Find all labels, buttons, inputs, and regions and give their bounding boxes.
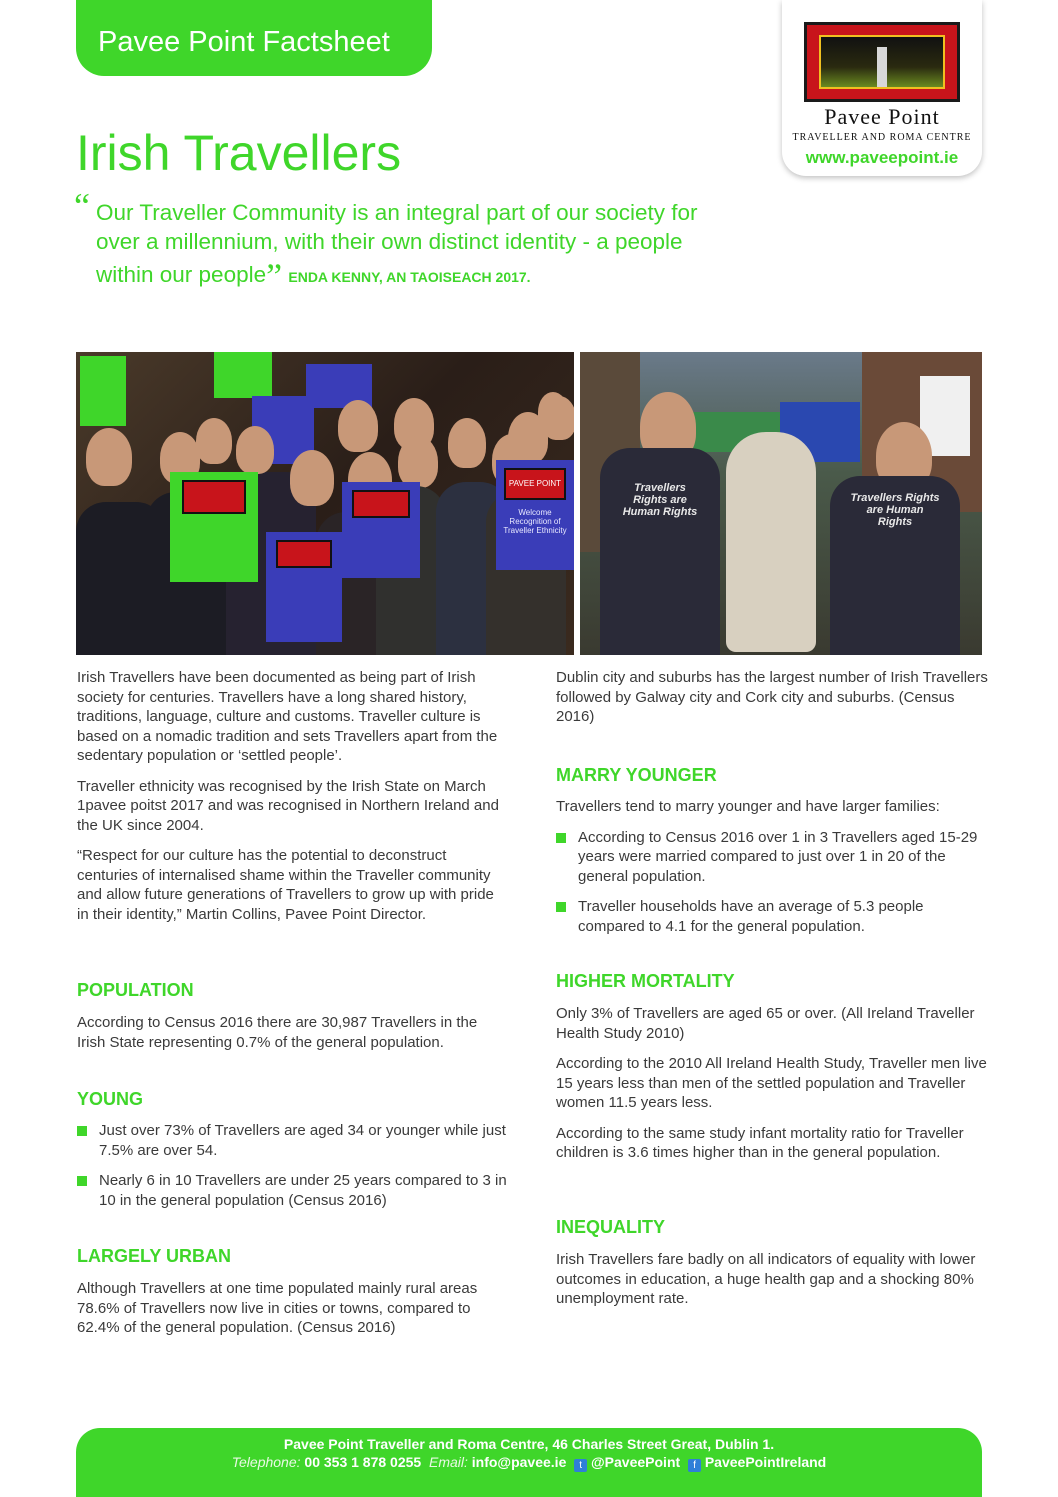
email-label: Email: [428,1454,468,1470]
intro-paragraph-1: Irish Travellers have been documented as being part of Irish society for centuries. Travellers have a long shared history, traditions, language, culture and customs. Traveller culture is based on a nomadic tradition and sets Travellers apart from the sedentary population or ‘settled people’. [77,669,498,764]
logo-subtitle: TRAVELLER AND ROMA CENTRE [792,132,972,143]
quote-block [74,186,736,296]
shirt-slogan-2: Travellers Rights are Human Rights [850,492,940,528]
shirt-slogan-1: Travellers Rights are Human Rights [622,482,698,518]
mortality-paragraph-3: According to the same study infant mortality ratio for Traveller children is 3.6 times higher than in the general population. [556,1124,964,1161]
facebook-link[interactable]: PaveePointIreland [704,1454,827,1470]
dublin-text: Dublin city and suburbs has the largest number of Irish Travellers followed by Galway city and Cork city and suburbs. (Census 2016) [556,669,988,725]
header-tab [76,0,432,76]
quote-text: Our Traveller Community is an integral part of our society for over a millennium, with their own distinct identity - a people within our people [96,200,698,287]
inequality-heading: INEQUALITY [556,1217,666,1237]
list-item: According to Census 2016 over 1 in 3 Travellers aged 15-29 years were married compared to just over 1 in 20 of the general population. [556,828,988,887]
list-item: Nearly 6 in 10 Travellers are under 25 years compared to 3 in 10 in the general population (Census 2016) [77,1171,507,1210]
intro-paragraph-3: “Respect for our culture has the potential to deconstruct centuries of internalised shame within the Traveller community and allow future generations of Travellers to grow up with pride in their identity,” Martin Collins, Pavee Point Director. [77,847,494,923]
left-column [77,668,507,935]
photo-march-with-horse [580,352,982,655]
page-title: Irish Travellers [76,125,402,181]
list-item: Just over 73% of Travellers are aged 34 or younger while just 7.5% are over 54. [77,1121,507,1160]
marry-heading: MARRY YOUNGER [556,765,717,785]
logo-emblem-icon [804,22,960,102]
twitter-icon: t [574,1459,587,1472]
telephone-label: Telephone: [231,1454,301,1470]
quote-attribution: ENDA KENNY, AN TAOISEACH 2017. [288,269,531,285]
inequality-text: Irish Travellers fare badly on all indicators of equality with lower outcomes in education, a huge health gap and a shocking 80% unemployment rate. [556,1251,976,1307]
logo-name: Pavee Point [824,104,940,129]
photo-sign-text: Welcome Recognition of Traveller Ethnicity [503,508,567,535]
photo-group-with-signs [76,352,574,655]
footer [76,1428,982,1497]
intro-paragraph-2: Traveller ethnicity was recognised by the Irish State on March 1pavee poitst 2017 and was recognised in Northern Ireland and the UK since 2004. [77,777,499,834]
marry-intro: Travellers tend to marry younger and have larger families: [556,798,940,815]
urban-heading: LARGELY URBAN [77,1246,232,1266]
photo-sign-logo: PAVEE POINT [504,468,566,500]
footer-contact [76,1454,982,1472]
pavee-point-logo[interactable] [782,0,982,176]
mortality-paragraph-1: Only 3% of Travellers are aged 65 or over. (All Ireland Traveller Health Study 2010) [556,1005,975,1042]
header-tab-label: Pavee Point Factsheet [98,26,390,58]
photo-sign [496,460,574,570]
twitter-link[interactable]: @PaveePoint [591,1454,681,1470]
mortality-paragraph-2: According to the 2010 All Ireland Health Study, Traveller men live 15 years less than men of the settled population and Traveller women 11.5 years less. [556,1055,987,1111]
population-text: According to Census 2016 there are 30,987 Travellers in the Irish State representing 0.7% of the general population. [77,1014,478,1051]
footer-address: Pavee Point Traveller and Roma Centre, 46 Charles Street Great, Dublin 1. [283,1436,775,1452]
website-link[interactable]: www.paveepoint.ie [805,148,959,167]
urban-text: Although Travellers at one time populated mainly rural areas 78.6% of Travellers now live in cities or towns, compared to 62.4% of the general population. (Census 2016) [77,1280,478,1336]
telephone-value[interactable]: 00 353 1 878 0255 [304,1454,422,1470]
mortality-heading: HIGHER MORTALITY [556,971,735,991]
list-item: Traveller households have an average of 5.3 people compared to 4.1 for the general population. [556,897,988,936]
close-quote-icon: ” [266,256,283,296]
young-heading: YOUNG [77,1089,144,1109]
facebook-icon: f [688,1459,701,1472]
young-list [77,1121,507,1210]
open-quote-icon: “ [74,186,90,226]
population-heading: POPULATION [77,980,194,1000]
marry-list [556,828,988,937]
email-link[interactable]: info@pavee.ie [471,1454,567,1470]
